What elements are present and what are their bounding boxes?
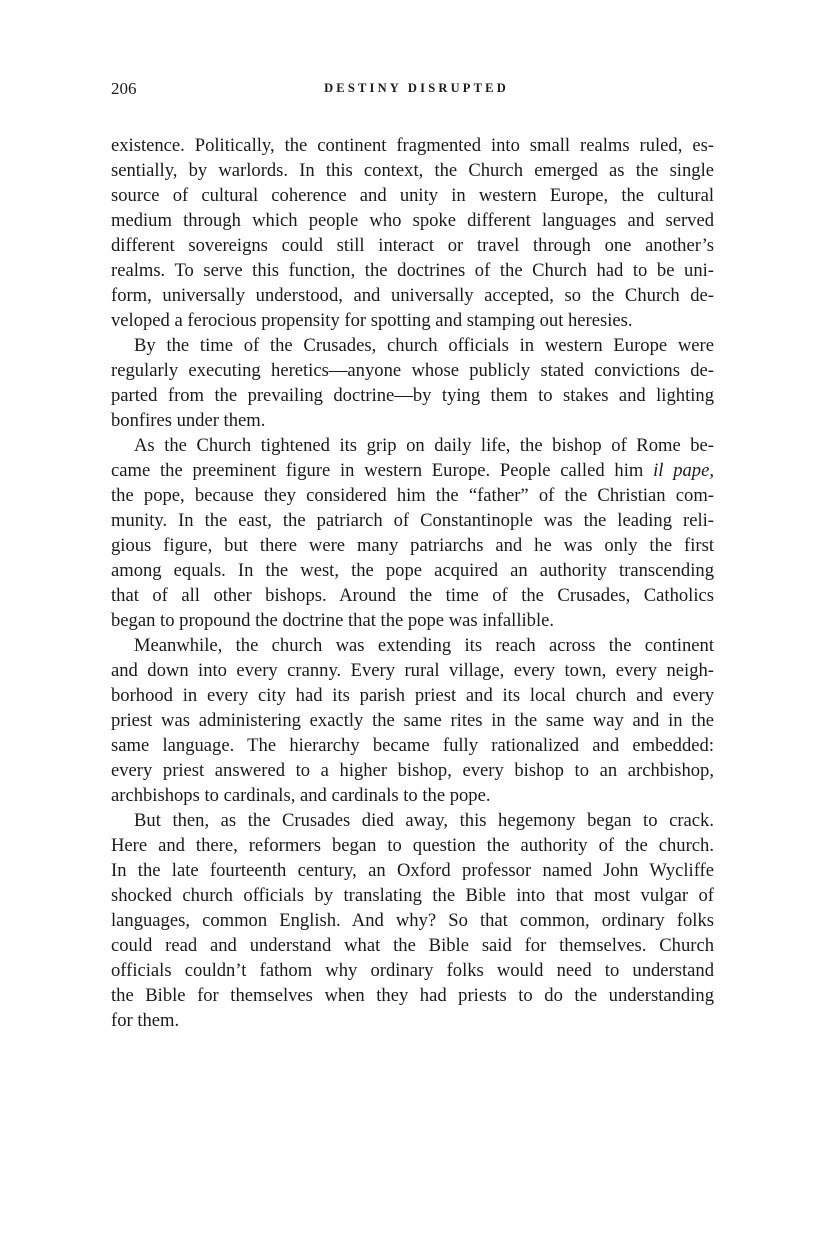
text-line-content: could read and understand what the Bible said for themselves. Church	[111, 935, 714, 956]
text-line	[111, 758, 714, 783]
text-line	[111, 433, 714, 458]
text-line-content: same language. The hierarchy became fully rationalized and embedded:	[111, 735, 714, 756]
text-line-content: every priest answered to a higher bishop, every bishop to an archbishop,	[111, 760, 714, 781]
text-line-content: existence. Politically, the continent fragmented into small realms ruled, es-	[111, 135, 714, 156]
text-line	[111, 158, 714, 183]
text-line-content: regularly executing heretics—anyone whose publicly stated convictions de-	[111, 360, 714, 381]
text-line-content: veloped a ferocious propensity for spotting and stamping out heresies.	[111, 310, 633, 331]
text-line-content: that of all other bishops. Around the time of the Crusades, Catholics	[111, 585, 714, 606]
text-line	[111, 633, 714, 658]
text-line-content: languages, common English. And why? So that common, ordinary folks	[111, 910, 714, 931]
text-line	[111, 958, 714, 983]
text-line	[111, 883, 714, 908]
text-line-content: source of cultural coherence and unity in western Europe, the cultural	[111, 185, 714, 206]
text-line-content: the Bible for themselves when they had priests to do the understanding	[111, 985, 714, 1006]
text-line-content: for them.	[111, 1010, 180, 1031]
text-line-content: officials couldn’t fathom why ordinary folks would need to understand	[111, 960, 714, 981]
text-line-content: As the Church tightened its grip on daily life, the bishop of Rome be-	[134, 435, 714, 456]
text-line	[111, 383, 714, 408]
text-line	[111, 733, 714, 758]
text-line	[111, 558, 714, 583]
text-line-content: shocked church officials by translating the Bible into that most vulgar of	[111, 885, 714, 906]
text-line	[111, 408, 714, 433]
text-line-content: In the late fourteenth century, an Oxford professor named John Wycliffe	[111, 860, 714, 881]
text-line-content: priest was administering exactly the same rites in the same way and in the	[111, 710, 714, 731]
text-line-content: Here and there, reformers began to question the authority of the church.	[111, 835, 714, 856]
text-line-content: But then, as the Crusades died away, this hegemony began to crack.	[134, 810, 714, 831]
running-head: DESTINY DISRUPTED	[324, 81, 509, 95]
text-line	[111, 808, 714, 833]
text-line	[111, 708, 714, 733]
text-line	[111, 458, 714, 483]
text-line	[111, 258, 714, 283]
text-line	[111, 933, 714, 958]
text-line-content: Meanwhile, the church was extending its reach across the continent	[134, 635, 714, 656]
text-line-content: realms. To serve this function, the doctrines of the Church had to be uni-	[111, 260, 714, 281]
text-line-content: came the preeminent figure in western Europe. People called him	[111, 460, 654, 481]
italic-phrase: il pape,	[653, 460, 714, 481]
text-line	[111, 683, 714, 708]
text-line	[111, 658, 714, 683]
text-line-content: bonfires under them.	[111, 410, 266, 431]
text-line	[111, 183, 714, 208]
text-line	[111, 608, 714, 633]
text-line-content: different sovereigns could still interact or travel through one another’s	[111, 235, 714, 256]
text-line	[111, 833, 714, 858]
text-line-content: gious figure, but there were many patriarchs and he was only the first	[111, 535, 714, 556]
text-line-content: sentially, by warlords. In this context, the Church emerged as the single	[111, 160, 714, 181]
text-line-content: parted from the prevailing doctrine—by tying them to stakes and lighting	[111, 385, 714, 406]
text-line	[111, 783, 714, 808]
text-line-content: By the time of the Crusades, church officials in western Europe were	[134, 335, 714, 356]
text-line	[111, 133, 714, 158]
text-line-content: and down into every cranny. Every rural village, every town, every neigh-	[111, 660, 714, 681]
text-line	[111, 358, 714, 383]
body-text	[111, 133, 714, 1033]
text-line	[111, 233, 714, 258]
text-line	[111, 908, 714, 933]
text-line	[111, 1008, 714, 1033]
text-line-content: borhood in every city had its parish priest and its local church and every	[111, 685, 714, 706]
text-line	[111, 533, 714, 558]
text-line	[111, 508, 714, 533]
text-line-content: the pope, because they considered him the “father” of the Christian com-	[111, 485, 714, 506]
text-line	[111, 483, 714, 508]
text-line	[111, 308, 714, 333]
text-line	[111, 858, 714, 883]
page-header	[111, 79, 714, 101]
text-line-content: medium through which people who spoke different languages and served	[111, 210, 714, 231]
text-line-content: form, universally understood, and universally accepted, so the Church de-	[111, 285, 714, 306]
text-line-content: archbishops to cardinals, and cardinals to the pope.	[111, 785, 491, 806]
text-line	[111, 983, 714, 1008]
text-line	[111, 283, 714, 308]
text-line	[111, 583, 714, 608]
page-number: 206	[111, 79, 137, 98]
text-line-content: among equals. In the west, the pope acquired an authority transcending	[111, 560, 714, 581]
text-line	[111, 208, 714, 233]
text-line	[111, 333, 714, 358]
text-line-content: munity. In the east, the patriarch of Constantinople was the leading reli-	[111, 510, 714, 531]
text-line-content: began to propound the doctrine that the pope was infallible.	[111, 610, 555, 631]
